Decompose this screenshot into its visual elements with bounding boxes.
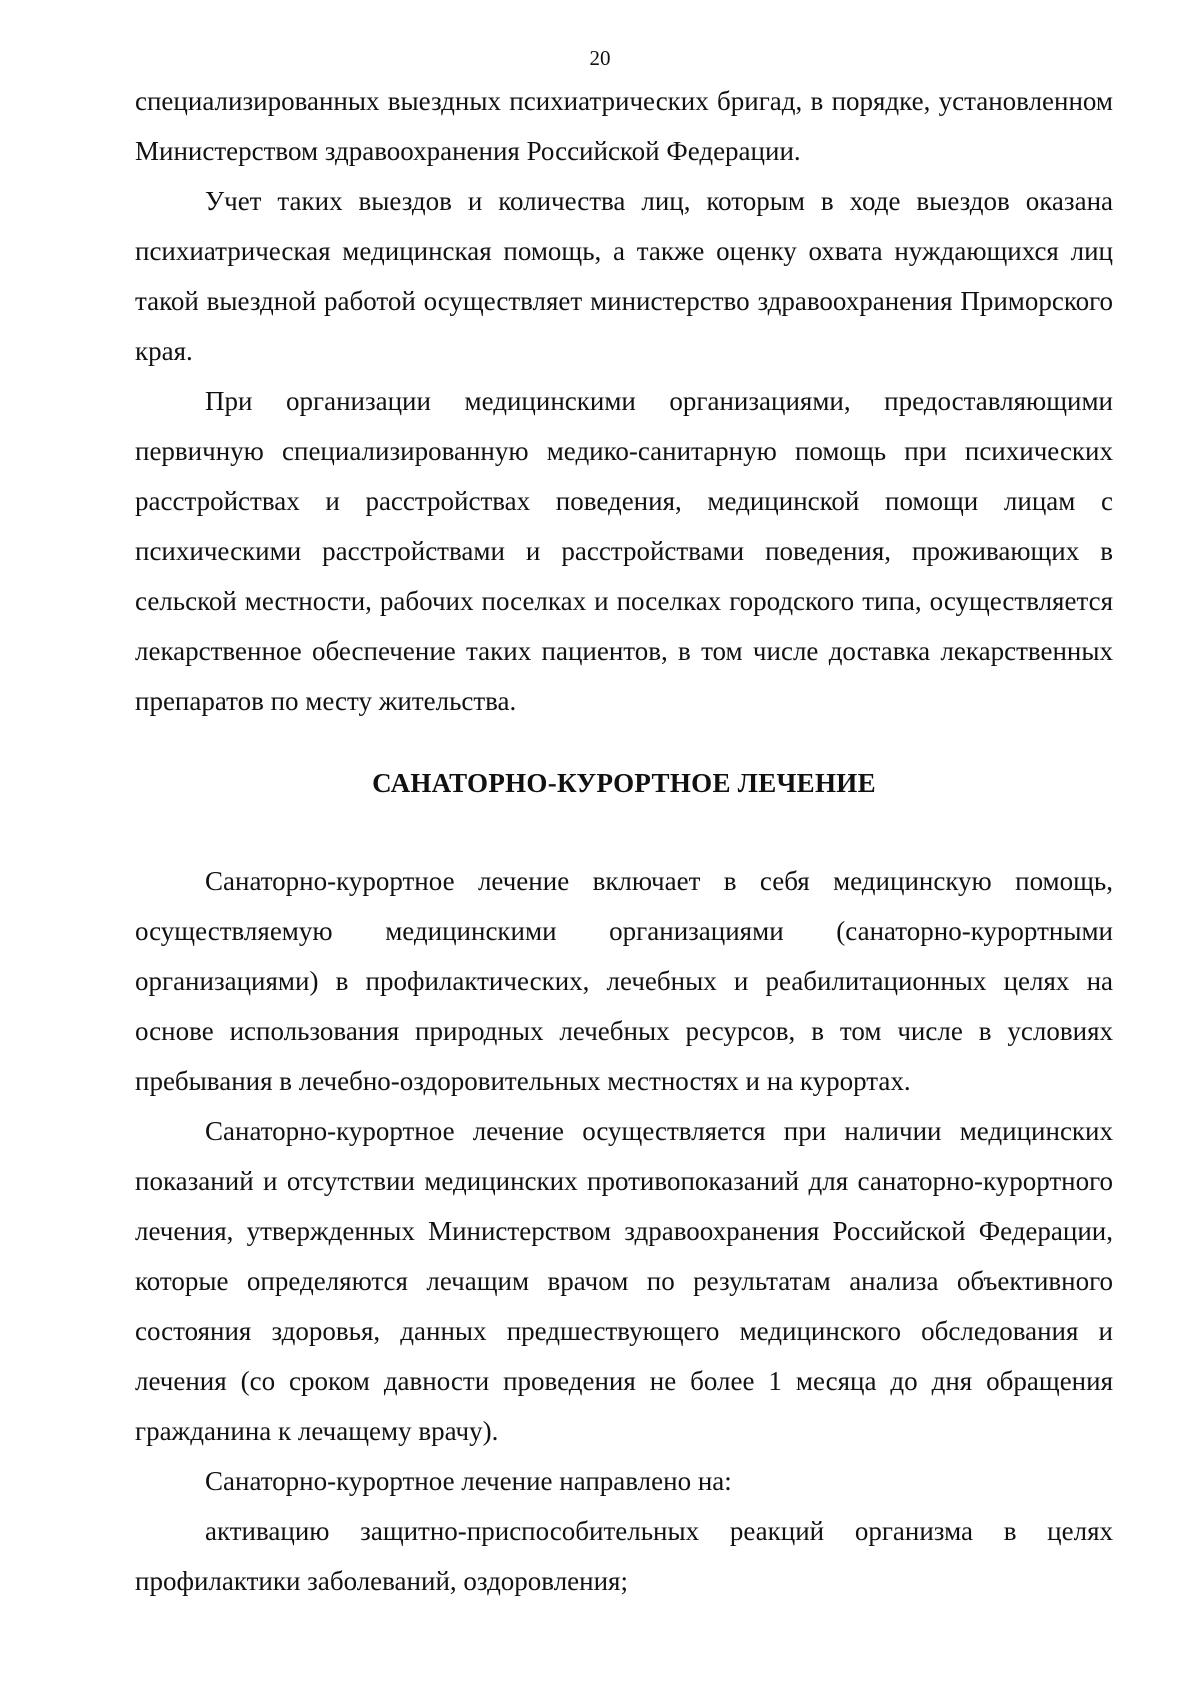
page-number: 20	[589, 46, 611, 70]
document-body	[135, 76, 1113, 1606]
paragraph-sanatorium-definition: Санаторно-курортное лечение включает в себя медицинскую помощь, осуществляемую медицинскими организациями (санаторно-курортными организациями) в профилактических, лечебных и реабилитационных целях на основе использования природных лечебных ресурсов, в том числе в условиях пребывания в лечебно-оздоровительных местностях и на курортах.	[135, 866, 1113, 1096]
paragraph-sanatorium-indications: Санаторно-курортное лечение осуществляется при наличии медицинских показаний и отсутствии медицинских противопоказаний для санаторно-курортного лечения, утвержденных Министерством здравоохранения Российской Федерации, которые определяются лечащим врачом по результатам анализа объективного состояния здоровья, данных предшествующего медицинского обследования и лечения (со сроком давности проведения не более 1 месяца до дня обращения гражданина к лечащему врачу).	[135, 1116, 1113, 1446]
paragraph-sanatorium-aims: Санаторно-курортное лечение направлено на:	[205, 1466, 732, 1496]
paragraph-drug-provision: При организации медицинскими организациями, предоставляющими первичную специализированную медико-санитарную помощь при психических расстройствах и расстройствах поведения, медицинской помощи лицам с психическими расстройствами и расстройствами поведения, проживающих в сельской местности, рабочих поселках и поселках городского типа, осуществляется лекарственное обеспечение таких пациентов, в том числе доставка лекарственных препаратов по месту жительства.	[135, 386, 1113, 716]
section-heading: САНАТОРНО-КУРОРТНОЕ ЛЕЧЕНИЕ	[372, 768, 876, 798]
paragraph-visits-accounting: Учет таких выездов и количества лиц, которым в ходе выездов оказана психиатрическая медицинская помощь, а также оценку охвата нуждающихся лиц такой выездной работой осуществляет министерство здравоохранения Приморского края.	[135, 186, 1113, 366]
paragraph-sanatorium-activation: активацию защитно-приспособительных реакций организма в целях профилактики заболеваний, оздоровления;	[135, 1516, 1113, 1596]
paragraph-continuation: специализированных выездных психиатрических бригад, в порядке, установленном Министерством здравоохранения Российской Федерации.	[135, 86, 1113, 166]
